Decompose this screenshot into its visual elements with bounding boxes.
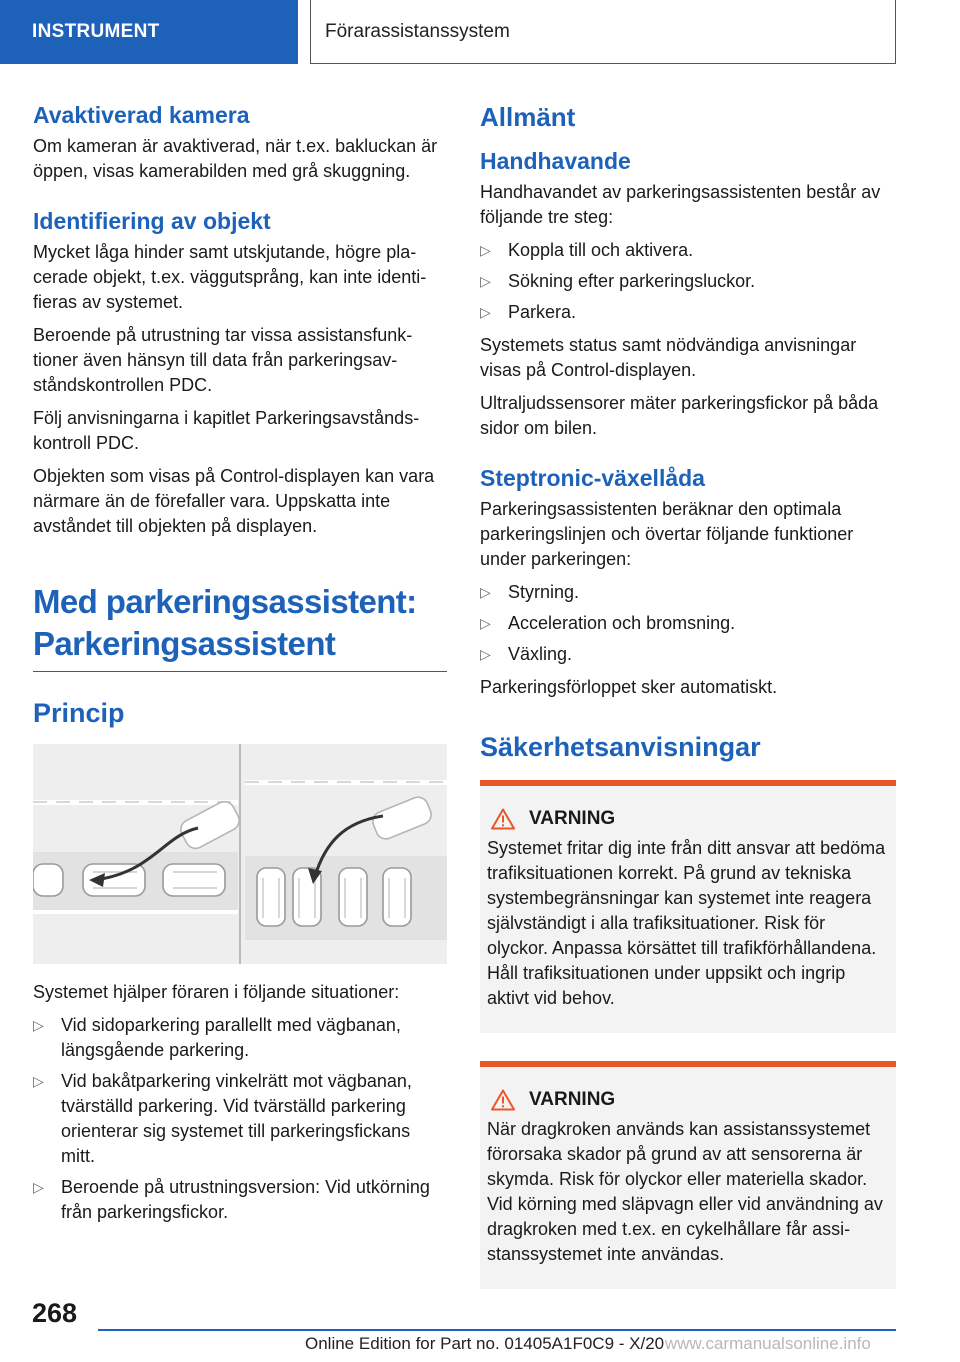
right-column: [480, 100, 896, 1289]
warning-text: Systemet fritar dig inte från ditt ansvar att bedöma trafiksituationen korrekt. På grund av tekniska systembegränsningar kan systemet inte reagera självständigt i alla trafiksituationer. Risk för olyckor. Anpassa körsättet till trafikförhållandena. Håll trafiksituationen under uppsikt och ingrip aktivt vid behov.: [487, 838, 886, 1008]
warning-text: När dragkroken används kan assistanssystemet förorsaka skador på grund av att sensorerna är skymda. Risk för olyckor eller materiella skador. Vid körning med släpvagn eller vid användning av dragkroken med t.ex. en cykelhållare får assistanssystemet inte användas.: [487, 1119, 883, 1264]
footer-divider: [98, 1329, 896, 1331]
left-column: [33, 100, 447, 1233]
triangle-bullet-icon: ▷: [480, 242, 491, 258]
list-item: ▷ Sökning efter parkeringsluckor.: [480, 269, 896, 294]
paragraph-handling: Handhavandet av parkeringsassistenten består av följande tre steg:: [480, 182, 881, 227]
list-item: ▷ Vid sidoparkering parallellt med vägbanan, längsgående parkering.: [33, 1015, 401, 1060]
functions-list: [480, 580, 896, 667]
heading-identification: Identifiering av objekt: [33, 208, 271, 234]
triangle-bullet-icon: ▷: [480, 273, 491, 289]
main-heading: [33, 581, 447, 672]
paragraph-camera: Om kameran är avaktiverad, när t.ex. bakluckan är öppen, visas kamerabilden med grå skuggning.: [33, 136, 438, 181]
triangle-bullet-icon: ▷: [480, 304, 491, 320]
triangle-bullet-icon: ▷: [480, 646, 491, 662]
paragraph-situations: Systemet hjälper föraren i följande situationer:: [33, 982, 400, 1002]
warning-triangle-icon: [491, 1089, 515, 1111]
page-number: 268: [32, 1298, 78, 1328]
paragraph-identification-2: Beroende på utrustning tar vissa assistansfunktioner även hänsyn till data från parkeringsavståndskontrollen PDC.: [33, 325, 413, 395]
warning-title: VARNING: [487, 1089, 888, 1111]
list-item: ▷ Parkera.: [480, 300, 896, 325]
paragraph-identification-1: Mycket låga hinder samt utskjutande, högre placerade objekt, t.ex. väggutsprång, kan inte identifieras av systemet.: [33, 242, 427, 312]
section-tab: INSTRUMENT: [0, 0, 298, 64]
list-item: ▷ Beroende på utrustningsversion: Vid utkörning från parkeringsfickor.: [33, 1177, 430, 1222]
steps-list: [480, 238, 896, 325]
heading-camera: Avaktiverad kamera: [33, 102, 250, 128]
main-heading-line-2: Parkeringsassistent: [33, 625, 336, 662]
paragraph-status: Systemets status samt nödvändiga anvisningar visas på Control-displayen.: [480, 335, 857, 380]
warning-title: VARNING: [487, 808, 888, 830]
list-item: ▷ Acceleration och bromsning.: [480, 611, 896, 636]
heading-handling: Handhavande: [480, 148, 631, 174]
list-item: ▷ Växling.: [480, 642, 896, 667]
footer-edition: Online Edition for Part no. 01405A1F0C9 - X/20 www.carmanualsonline.info: [305, 1334, 871, 1353]
paragraph-sensors: Ultraljudssensorer mäter parkeringsfickor på båda sidor om bilen.: [480, 393, 879, 438]
heading-safety: Säkerhetsanvisningar: [480, 732, 761, 762]
paragraph-automatic: Parkeringsförloppet sker automatiskt.: [480, 677, 778, 697]
triangle-bullet-icon: ▷: [33, 1073, 44, 1089]
main-heading-line-1: Med parkeringsassistent:: [33, 583, 417, 620]
warning-triangle-icon: [491, 808, 515, 830]
list-item: ▷ Vid bakåtparkering vinkelrätt mot vägbanan, tvärställd parkering. Vid tvärställd parkering orienterar sig systemet till parkeringsfickans mitt.: [33, 1071, 412, 1166]
triangle-bullet-icon: ▷: [33, 1179, 44, 1195]
triangle-bullet-icon: ▷: [33, 1017, 44, 1033]
parking-diagram: [33, 744, 447, 964]
warning-box-2: [480, 1061, 896, 1289]
situations-list: [33, 1013, 447, 1225]
heading-general: Allmänt: [480, 102, 576, 132]
paragraph-identification-3: Följ anvisningarna i kapitlet Parkeringsavståndskontroll PDC.: [33, 408, 420, 453]
paragraph-steptronic: Parkeringsassistenten beräknar den optimala parkeringslinjen och övertar följande funktioner under parkeringen:: [480, 499, 854, 569]
list-item: ▷ Styrning.: [480, 580, 896, 605]
parking-illustration: [33, 744, 447, 964]
chapter-title: Förarassistanssystem: [310, 0, 896, 64]
paragraph-identification-4: Objekten som visas på Control-displayen kan vara närmare än de förefaller vara. Uppskatta inte avståndet till objekten på displayen.: [33, 466, 435, 536]
list-item: ▷ Koppla till och aktivera.: [480, 238, 896, 263]
warning-box-1: [480, 780, 896, 1033]
triangle-bullet-icon: ▷: [480, 584, 491, 600]
triangle-bullet-icon: ▷: [480, 615, 491, 631]
heading-principle: Princip: [33, 698, 125, 728]
heading-steptronic: Steptronic-växellåda: [480, 465, 705, 491]
footer-watermark: www.carmanualsonline.info: [664, 1334, 871, 1353]
